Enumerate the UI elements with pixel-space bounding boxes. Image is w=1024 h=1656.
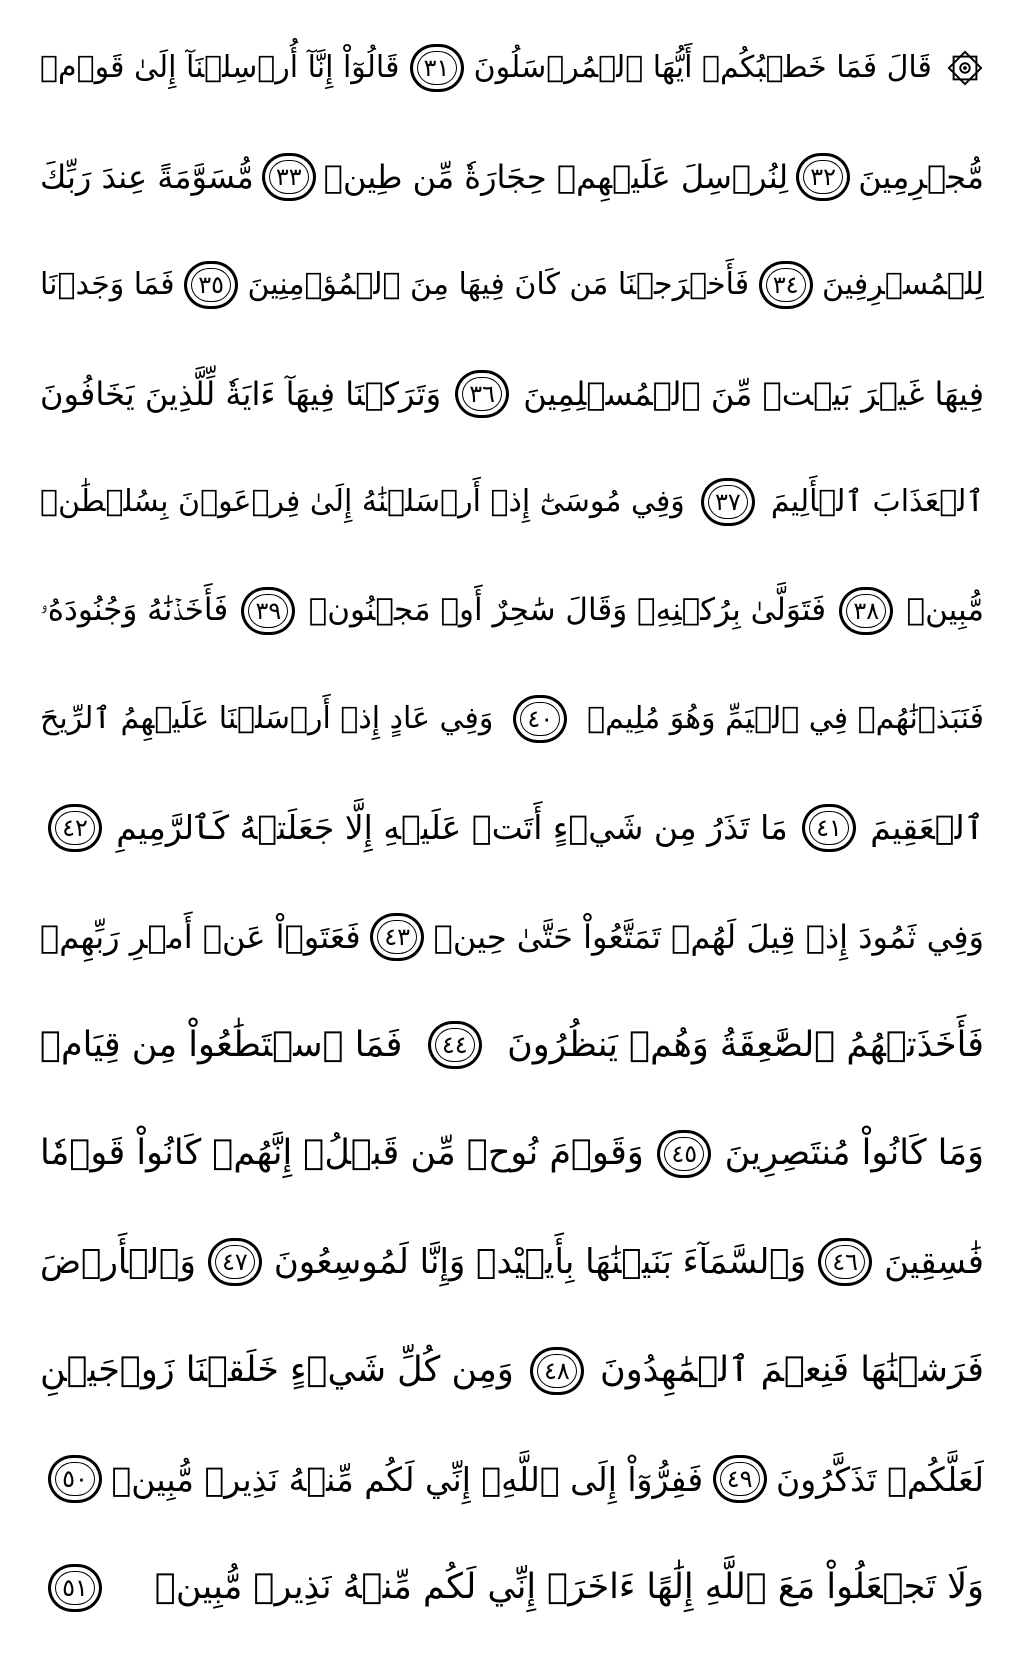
ayah-number: ٣٢ (810, 162, 837, 191)
verse-text: ٱلۡعَذَابَ ٱلۡأَلِيمَ (770, 484, 984, 520)
ayah-number: ٣٥ (198, 271, 224, 300)
verse-text: قَالُوٓاْ إِنَّآ أُرۡسِلۡنَآ إِلَىٰ قَوۡمٖ (40, 50, 400, 85)
text-line (40, 1431, 984, 1527)
ayah-number-marker (241, 587, 295, 635)
ayah-number: ٥٠ (62, 1465, 88, 1494)
ayah-number-marker (796, 153, 850, 201)
ayah-number-marker (839, 587, 893, 635)
ayah-number: ٣٨ (853, 596, 880, 625)
ayah-number-marker (410, 44, 464, 92)
text-line (40, 454, 984, 550)
ayah-number: ٣٦ (469, 379, 496, 408)
verse-text: ٱلۡعَقِيمَ (870, 808, 984, 848)
ayah-number-marker (701, 478, 755, 526)
verse-text: وَمَا كَانُواْ مُنتَصِرِينَ (724, 1133, 984, 1174)
verse-text: لِلۡمُسۡرِفِينَ (822, 267, 984, 303)
text-line (40, 671, 984, 767)
text-line (40, 237, 984, 333)
verse-text: فَمَا ٱسۡتَطَٰعُواْ مِن قِيَامٖ (40, 1024, 403, 1065)
text-line (40, 1540, 984, 1636)
verse-text: مُّبِينٖ (906, 592, 984, 629)
verse-text: وَمِن كُلِّ شَيۡءٍ خَلَقۡنَا زَوۡجَيۡنِ (40, 1350, 514, 1391)
verse-text: فَأَخَذۡنَٰهُ وَجُنُودَهُۥ (40, 592, 229, 629)
verse-text: لَعَلَّكُمۡ تَذَكَّرُونَ (776, 1459, 984, 1499)
ayah-number-marker (513, 695, 567, 743)
verse-text: مُّسَوَّمَةً عِندَ رَبِّكَ (40, 157, 254, 196)
ayah-number-marker (262, 153, 316, 201)
verse-text: فَعَتَوۡاْ عَنۡ أَمۡرِ رَبِّهِمۡ (40, 917, 361, 956)
rub-el-hizb-icon (946, 49, 984, 87)
ayah-number: ٤٤ (441, 1031, 468, 1060)
verse-text: وَلَا تَجۡعَلُواْ مَعَ ٱللَّهِ إِلَٰهًا ءَاخَرَۖ إِنِّي لَكُم مِّنۡهُ نَذِيرٞ مُّبِينٞ (154, 1567, 984, 1608)
verse-text: وَقَوۡمَ نُوحٖ مِّن قَبۡلُۖ إِنَّهُمۡ كَانُواْ قَوۡمٗا (40, 1133, 644, 1174)
verse-text: فِيهَا غَيۡرَ بَيۡتٖ مِّنَ ٱلۡمُسۡلِمِينَ (523, 374, 984, 413)
ayah-number: ٣١ (423, 54, 450, 82)
verse-text: مَا تَذَرُ مِن شَيۡءٍ أَتَتۡ عَلَيۡهِ إِلَّا جَعَلَتۡهُ كَٱلرَّمِيمِ (116, 808, 788, 848)
text-line (40, 1323, 984, 1419)
ayah-number: ٣٣ (275, 162, 302, 191)
ayah-number-marker (657, 1130, 711, 1178)
ayah-number: ٣٧ (714, 488, 741, 517)
verse-text: فَرَشۡنَٰهَا فَنِعۡمَ ٱلۡمَٰهِدُونَ (600, 1350, 984, 1391)
ayah-number: ٤٩ (726, 1465, 753, 1494)
ayah-number: ٤٨ (543, 1356, 570, 1385)
verse-text: فَٰسِقِينَ (884, 1242, 984, 1283)
verse-text: وَفِي ثَمُودَ إِذۡ قِيلَ لَهُمۡ تَمَتَّعُواْ حَتَّىٰ حِينٖ (433, 917, 984, 956)
ayah-number: ٤٦ (832, 1248, 858, 1277)
verse-text: مُّجۡرِمِينَ (858, 157, 984, 196)
text-line (40, 129, 984, 225)
ayah-number-marker (530, 1347, 584, 1395)
text-line (40, 563, 984, 659)
verse-text: فَفِرُّوٓاْ إِلَى ٱللَّهِۖ إِنِّي لَكُم مِّنۡهُ نَذِيرٞ مُّبِينٞ (111, 1459, 704, 1499)
ayah-number-marker (818, 1238, 872, 1286)
text-line (40, 20, 984, 116)
ayah-number-marker (48, 1455, 102, 1503)
verse-text: وَفِي عَادٍ إِذۡ أَرۡسَلۡنَا عَلَيۡهِمُ ٱلرِّيحَ (40, 701, 494, 737)
text-line (40, 889, 984, 985)
verse-text: فَأَخۡرَجۡنَا مَن كَانَ فِيهَا مِنَ ٱلۡمُؤۡمِنِينَ (247, 267, 750, 303)
verse-text: لِنُرۡسِلَ عَلَيۡهِمۡ حِجَارَةٗ مِّن طِينٖ (323, 157, 789, 196)
verse-text: فَنَبَذۡنَٰهُمۡ فِي ٱلۡيَمِّ وَهُوَ مُلِيمٞ (587, 701, 984, 737)
ayah-number-marker (370, 913, 424, 961)
ayah-number: ٤٥ (671, 1139, 698, 1168)
ayah-number-marker (208, 1238, 262, 1286)
verse-text: وَتَرَكۡنَا فِيهَآ ءَايَةٗ لِّلَّذِينَ يَخَافُونَ (40, 374, 442, 413)
ayah-number: ٣٤ (772, 271, 799, 300)
ayah-number: ٤١ (816, 813, 842, 842)
text-line (40, 997, 984, 1093)
verse-text: فَأَخَذَتۡهُمُ ٱلصَّٰعِقَةُ وَهُمۡ يَنظُرُونَ (507, 1024, 984, 1065)
ayah-number: ٤٠ (527, 705, 554, 734)
text-line (40, 780, 984, 876)
verse-text: فَمَا وَجَدۡنَا (40, 267, 175, 303)
ayah-number-marker (759, 261, 813, 309)
ayah-number-marker (428, 1021, 482, 1069)
verse-text: قَالَ فَمَا خَطۡبُكُمۡ أَيُّهَا ٱلۡمُرۡسَلُونَ (473, 50, 932, 85)
text-line (40, 1214, 984, 1310)
ayah-number-marker (802, 804, 856, 852)
verse-text: وَٱلسَّمَآءَ بَنَيۡنَٰهَا بِأَيۡيْدٖ وَإِنَّا لَمُوسِعُونَ (273, 1242, 807, 1283)
ayah-number: ٣٩ (255, 596, 282, 625)
ayah-number: ٤٧ (221, 1248, 248, 1277)
verse-text: وَٱلۡأَرۡضَ (40, 1242, 196, 1283)
ayah-number-marker (184, 261, 238, 309)
verse-text: فَتَوَلَّىٰ بِرُكۡنِهِۦ وَقَالَ سَٰحِرٌ أَوۡ مَجۡنُونٞ (308, 592, 827, 629)
ayah-number: ٤٣ (384, 922, 411, 951)
ayah-number-marker (455, 370, 509, 418)
ayah-number-marker (713, 1455, 767, 1503)
ayah-number-marker (48, 1564, 102, 1612)
text-line (40, 346, 984, 442)
verse-text: وَفِي مُوسَىٰٓ إِذۡ أَرۡسَلۡنَٰهُ إِلَىٰ فِرۡعَوۡنَ بِسُلۡطَٰنٖ (40, 484, 685, 520)
ayah-number-marker (48, 804, 102, 852)
text-line (40, 1106, 984, 1202)
ayah-number: ٤٢ (62, 813, 88, 842)
ayah-number: ٥١ (62, 1573, 88, 1602)
